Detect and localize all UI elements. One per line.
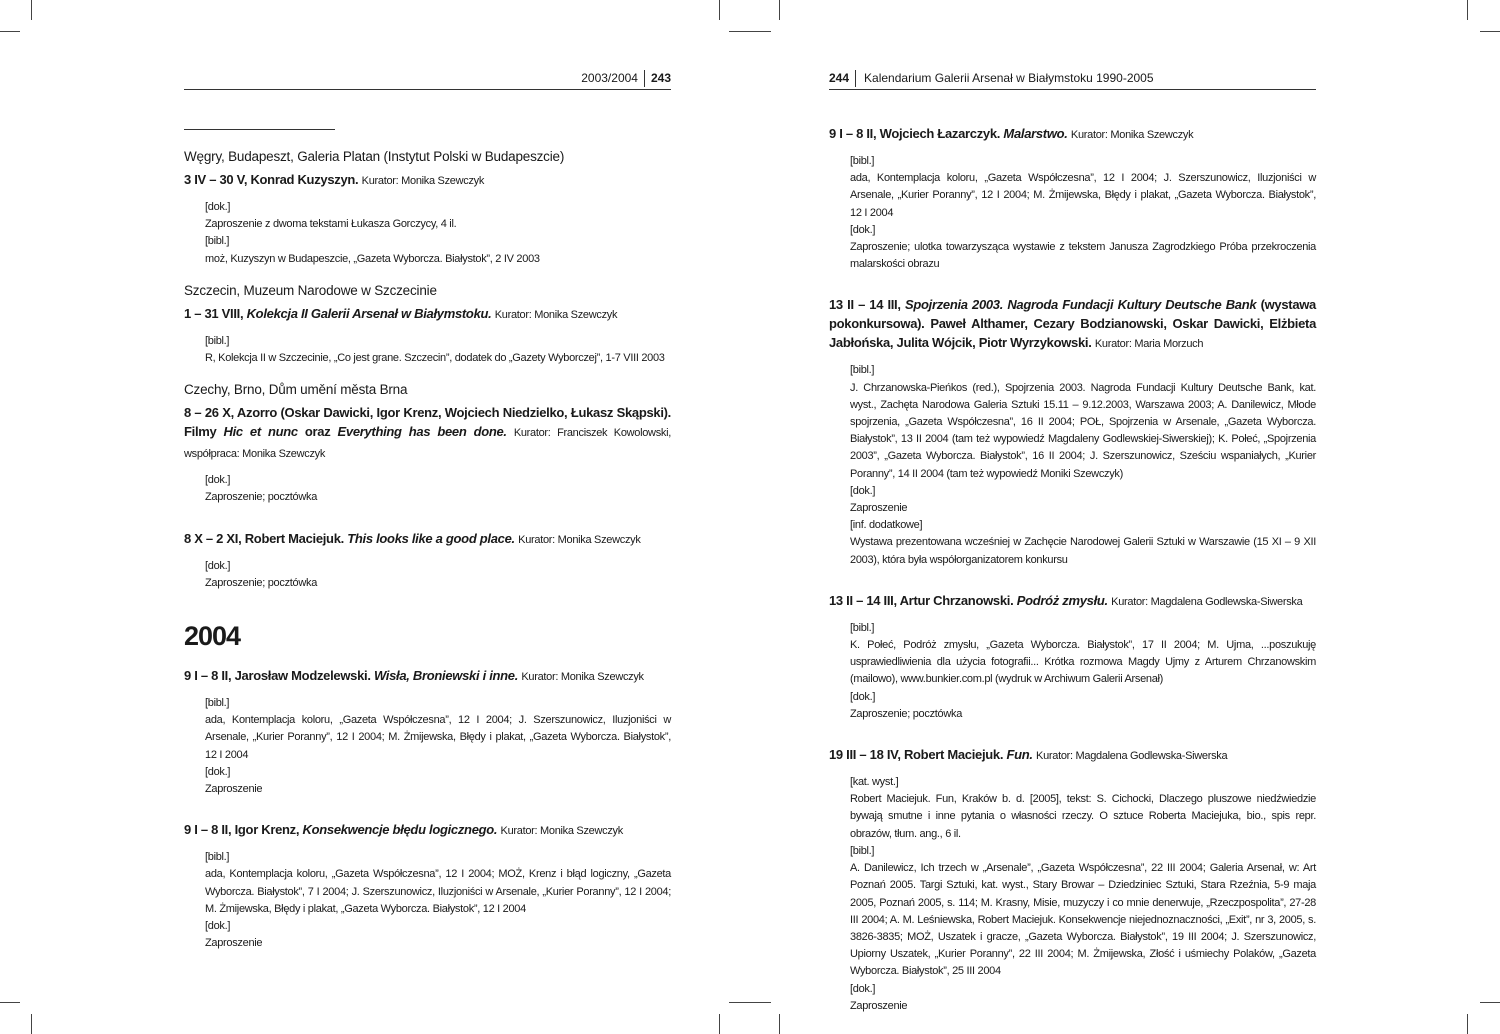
section-rule: [184, 129, 335, 130]
entry-location: Węgry, Budapeszt, Galeria Platan (Instytut Polski w Budapeszcie): [184, 149, 565, 164]
entry-title: 8 X – 2 XI, Robert Maciejuk. This looks like a good place. Kurator: Monika Szewczyk: [184, 530, 641, 546]
running-header: [829, 70, 1316, 90]
entry-title: 13 II – 14 III, Artur Chrzanowski. Podróż zmysłu. Kurator: Magdalena Godlewska-Siwerska: [829, 592, 1303, 608]
crop-mark: [779, 0, 780, 20]
entry-location: Szczecin, Muzeum Narodowe w Szczecinie: [184, 282, 437, 298]
page-content: [184, 129, 671, 952]
entry-body: [bibl.] K. Połeć, Podróż zmysłu, „Gazeta Wyborcza. Białystok”, 17 II 2004; M. Ujma, ...poszukuję usprawiedliwienia dla użycia fotografii... Krótka rozmowa Magdy Ujmy z Arturem Chrzanowskim (mailowo), www.bunkier.com.pl (wydruk w Archiwum Galerii Arsenał) [dok.] Zaproszenie; pocztówka: [850, 621, 1316, 720]
entry-body: [bibl.] R, Kolekcja II w Szczecinie, „Co jest grane. Szczecin”, dodatek do „Gazety Wyborczej”, 1-7 VIII 2003: [205, 334, 665, 365]
curator: Kurator: Maria Morzuch: [1094, 338, 1204, 351]
header-text: 2003/2004: [581, 71, 638, 85]
crop-mark: [729, 1002, 771, 1003]
entry-title: 9 I – 8 II, Jarosław Modzelewski. Wisła, Broniewski i inne. Kurator: Monika Szewczyk: [184, 668, 644, 684]
crop-mark: [719, 1014, 720, 1034]
curator: Kurator: Monika Szewczyk: [494, 308, 618, 321]
entry-title: 19 III – 18 IV, Robert Maciejuk. Fun. Kurator: Magdalena Godlewska-Siwerska: [829, 747, 1228, 763]
header-text: Kalendarium Galerii Arsenał w Białymstoku 1990-2005: [864, 71, 1154, 85]
page-number: 244: [829, 70, 856, 87]
curator: Kurator: Monika Szewczyk: [518, 533, 641, 546]
entry-title: 9 I – 8 II, Igor Krenz, Konsekwencje błędu logicznego. Kurator: Monika Szewczyk: [184, 822, 623, 838]
entry-title: 1 – 31 VIII, Kolekcja II Galerii Arsenał w Białymstoku. Kurator: Monika Szewczyk: [184, 305, 618, 321]
curator: Kurator: Monika Szewczyk: [1070, 129, 1194, 141]
curator: Kurator: Monika Szewczyk: [500, 825, 623, 838]
running-header: [184, 70, 671, 90]
year-heading: 2004: [184, 621, 241, 652]
entry-location: Czechy, Brno, Dům umění města Brna: [184, 382, 408, 398]
crop-mark: [1467, 0, 1468, 20]
crop-mark: [31, 1014, 32, 1034]
crop-mark: [31, 0, 32, 20]
entry-body: [bibl.] ada, Kontemplacja koloru, „Gazeta Współczesna”, 12 I 2004; J. Szerszunowicz, Iluzjoniści w Arsenale, „Kurier Poranny”, 12 I 2004; M. Żmijewska, Błędy i plakat, „Gazeta Wyborcza. Białystok”, 12 I 2004 [dok.] Zaproszenie: [205, 697, 671, 796]
crop-mark: [0, 31, 20, 32]
crop-mark: [729, 31, 771, 32]
crop-mark: [719, 0, 720, 20]
page-number: 243: [644, 70, 671, 87]
page-content: [829, 124, 1316, 1015]
entry-title: 8 – 26 X, Azorro (Oskar Dawicki, Igor Krenz, Wojciech Niedzielko, Łukasz Skąpski). Filmy Hic et nunc oraz Everything has been done. Kurator: Franciszek Kowolowski, współpraca: Monika Szewczyk: [184, 405, 671, 461]
curator: Kurator: Monika Szewczyk: [361, 175, 485, 187]
entry-title: 9 I – 8 II, Wojciech Łazarczyk. Malarstwo. Kurator: Monika Szewczyk: [829, 126, 1194, 141]
crop-mark: [0, 1002, 20, 1003]
entry-title: 3 IV – 30 V, Konrad Kuzyszyn. Kurator: Monika Szewczyk: [184, 172, 485, 187]
curator: Kurator: Monika Szewczyk: [521, 671, 644, 684]
entry-body: [dok.] Zaproszenie; pocztówka: [205, 559, 318, 589]
entry-body: [dok.] Zaproszenie; pocztówka: [205, 474, 318, 504]
curator: Kurator: Franciszek Kowolowski, współpraca: Monika Szewczyk: [184, 427, 671, 461]
curator: Kurator: Magdalena Godlewska-Siwerska: [1111, 595, 1303, 608]
entry-body: [bibl.] ada, Kontemplacja koloru, „Gazeta Współczesna”, 12 I 2004; J. Szerszunowicz, Iluzjoniści w Arsenale, „Kurier Poranny”, 12 I 2004; M. Żmijewska, Błędy i plakat, „Gazeta Wyborcza. Białystok”, 12 I 2004 [dok.] Zaproszenie; ulotka towarzysząca wystawie z tekstem Janusza Zagrodzkiego Próba przekroczenia malarskości obrazu: [850, 155, 1316, 271]
curator: Kurator: Magdalena Godlewska-Siwerska: [1036, 750, 1228, 763]
crop-mark: [1480, 31, 1500, 32]
entry-body: [kat. wyst.] Robert Maciejuk. Fun, Kraków b. d. [2005], tekst: S. Cichocki, Dlaczego pluszowe niedźwiedzie bywają smutne i inne pytania o własności rzeczy. O sztuce Roberta Maciejuka, bio., spis repr. obrazów, tłum. ang., 6 il. [bibl.] A. Danilewicz, Ich trzech w „Arsenale”, „Gazeta Współczesna”, 22 III 2004; Galeria Arsenał, w: Art Poznań 2005. Targi Sztuki, kat. wyst., Stary Browar – Dziedziniec Sztuki, Stara Rzeźnia, 5-9 maja 2005, Poznań 2005, s. 114; M. Krasny, Misie, muzyczy i co mnie denerwuje, „Rzeczpospolita”, 27-28 III 2004; A. M. Leśniewska, Robert Maciejuk. Konsekwencje niejednoznaczności, „Exit”, nr 3, 2005, s. 3826-3835; MOŻ, Uszatek i gracze, „Gazeta Wyborcza. Białystok”, 19 III 2004; J. Szerszunowicz, Upiorny Uszatek, „Kurier Poranny”, 22 III 2004; M. Żmijewska, Złość i uśmiechy Polaków, „Gazeta Wyborcza. Białystok”, 25 III 2004 [dok.] Zaproszenie: [850, 776, 1316, 1012]
crop-mark: [1480, 1002, 1500, 1003]
crop-mark: [779, 1014, 780, 1034]
entry-title: 13 II – 14 III, Spojrzenia 2003. Nagroda Fundacji Kultury Deutsche Bank (wystawa pokonkursowa). Paweł Althamer, Cezary Bodzianowski, Oskar Dawicki, Elżbieta Jabłońska, Julita Wójcik, Piotr Wyrzykowski. Kurator: Maria Morzuch: [829, 297, 1316, 351]
entry-body: [bibl.] ada, Kontemplacja koloru, „Gazeta Współczesna”, 12 I 2004; MOŻ, Krenz i błąd logiczny, „Gazeta Wyborcza. Białystok”, 7 I 2004; J. Szerszunowicz, Iluzjoniści w Arsenale, „Kurier Poranny”, 12 I 2004; M. Żmijewska, Błędy i plakat, „Gazeta Wyborcza. Białystok”, 12 I 2004 [dok.] Zaproszenie: [205, 851, 671, 950]
entry-body: [dok.] Zaproszenie z dwoma tekstami Łukasza Gorczycy, 4 il. [bibl.] moż, Kuzyszyn w Budapeszcie, „Gazeta Wyborcza. Białystok”, 2 IV 2003: [205, 201, 540, 265]
entry-body: [bibl.] J. Chrzanowska-Pieńkos (red.), Spojrzenia 2003. Nagroda Fundacji Kultury Deutsche Bank, kat. wyst., Zachęta Narodowa Galeria Sztuki 15.11 – 9.12.2003, Warszawa 2003; A. Danilewicz, Młode spojrzenia, „Gazeta Współczesna”, 16 II 2004; POŁ, Spojrzenia w Arsenale, „Gazeta Wyborcza. Białystok”, 13 II 2004 (tam też wypowiedź Magdaleny Godlewskiej-Siwerskiej); K. Połeć, „Spojrzenia 2003”, „Gazeta Wyborcza. Białystok”, 16 II 2004; J. Szerszunowicz, Sześciu wspaniałych, „Kurier Poranny”, 14 II 2004 (tam też wypowiedź Moniki Szewczyk) [dok.] Zaproszenie [inf. dodatkowe] Wystawa prezentowana wcześniej w Zachęcie Narodowej Galerii Sztuki w Warszawie (15 XI – 9 XII 2003), która była współorganizatorem konkursu: [850, 364, 1316, 566]
crop-mark: [1467, 1014, 1468, 1034]
